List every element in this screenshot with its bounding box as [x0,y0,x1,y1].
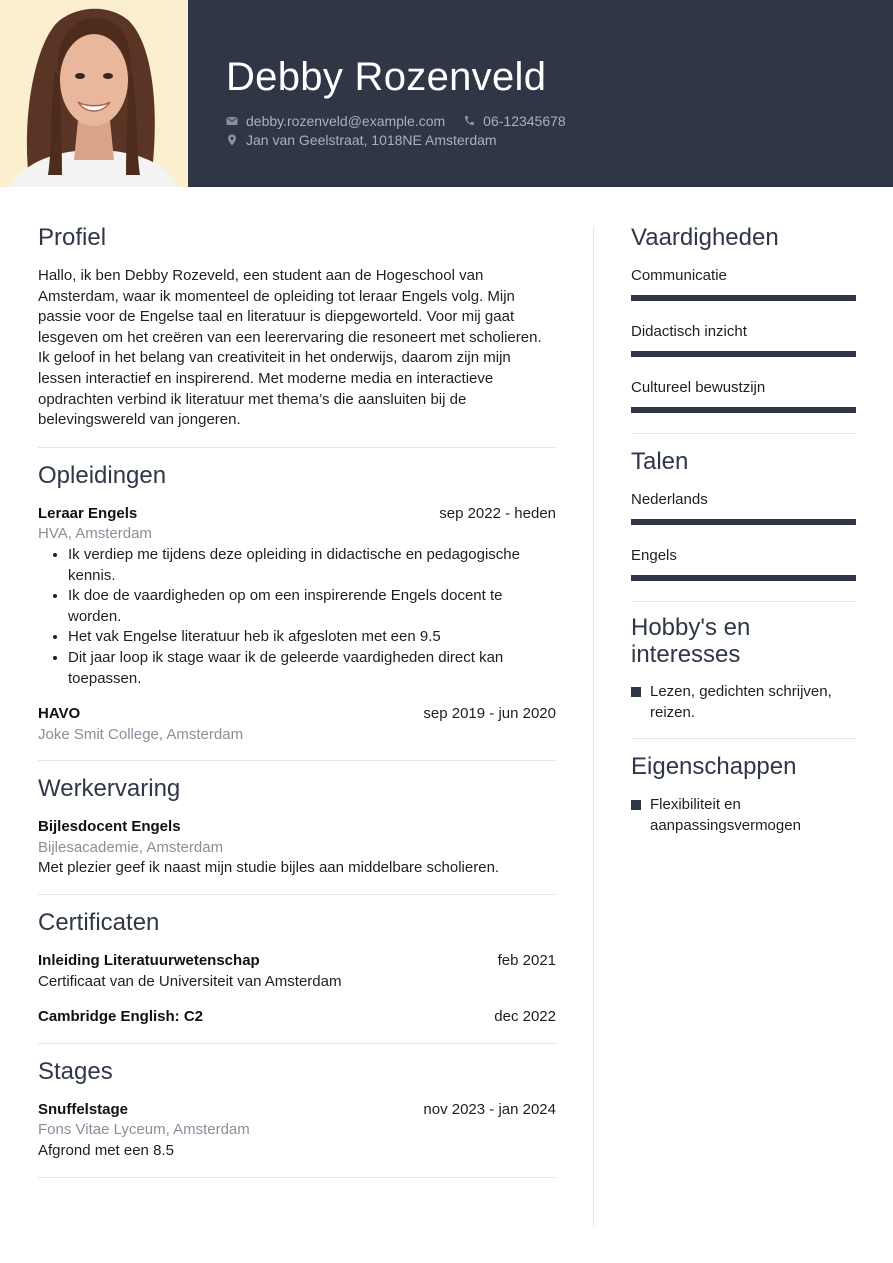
profile-photo [0,0,188,187]
entry-date: feb 2021 [497,952,556,970]
language-item [631,546,856,581]
email-link[interactable]: debby.rozenveld@example.com [246,113,446,129]
certificate-entry [38,1007,556,1028]
section-title: Talen [631,448,689,475]
entry-institution: HVA, Amsterdam [38,525,152,543]
entry-title: Snuffelstage [38,1100,129,1118]
column-divider [593,226,594,1226]
skill-item [631,266,856,301]
resume-header [0,0,893,187]
skill-item [631,322,856,357]
address: Jan van Geelstraat, 1018NE Amsterdam [246,132,497,148]
entry-title: HAVO [38,705,81,723]
language-label: Engels [631,547,677,564]
entry-text: Afgrond met een 8.5 [38,1142,174,1160]
contact-row-2 [226,132,497,148]
square-bullet-icon [631,687,641,697]
skill-label: Cultureel bewustzijn [631,379,766,396]
language-level-bar [631,519,856,525]
education-entry [38,704,556,745]
section-title: Eigenschappen [631,753,797,781]
location-pin-icon [226,134,238,146]
list-item: • Dit jaar loop ik stage waar ik de geleerde vaardigheden direct kan toepassen. [68,648,556,689]
skill-label: Communicatie [631,267,727,284]
skill-level-bar [631,351,856,357]
phone-number[interactable]: 06-12345678 [483,113,566,129]
skills-section [631,222,856,434]
hobbies-section [631,602,856,739]
hobby-text: Lezen, gedichten schrijven, reizen. [650,683,832,721]
side-column [631,222,856,836]
mail-icon [226,115,238,127]
skill-item [631,378,856,413]
entry-text: Certificaat van de Universiteit van Amsterdam [38,972,342,990]
entry-date: nov 2023 - jan 2024 [423,1100,556,1118]
list-item: • Ik doe de vaardigheden op om een inspirerende Engels docent te worden. [68,586,556,627]
section-title: Opleidingen [38,461,167,489]
entry-date: sep 2022 - heden [439,504,556,522]
internship-entry [38,1100,556,1162]
candidate-name: Debby Rozenveld [226,55,547,99]
profile-text: Hallo, ik ben Debby Rozeveld, een student aan de Hogeschool van Amsterdam, waar ik momenteel de opleiding tot leraar Engels volg. Mijn passie voor de Engelse taal en literatuur is diepgeworteld. Voor mij gaat lesgeven om het creëren van een leerervaring die resoneert met scholieren. Ik geloof in het belang van creativiteit in het onderwijs, daarom zijn mijn lessen interactief en inspirerend. Met moderne media en interactieve opdrachten verbind ik literatuur met thema’s die aansluiten bij de belevingswereld van jongeren. [38,267,542,429]
section-title: Werkervaring [38,775,181,803]
entry-institution: Bijlesacademie, Amsterdam [38,838,224,856]
phone-icon [463,115,475,127]
internships-section [38,1044,556,1178]
square-bullet-icon [631,800,641,810]
skill-label: Didactisch inzicht [631,323,747,340]
work-entry [38,817,556,879]
section-title: Profiel [38,224,107,251]
section-title: Certificaten [38,909,160,937]
language-item [631,490,856,525]
entry-title: Cambridge English: C2 [38,1008,204,1026]
education-entry [38,504,556,689]
entry-title: Leraar Engels [38,504,138,522]
entry-date: dec 2022 [494,1008,556,1026]
entry-text: Met plezier geef ik naast mijn studie bijles aan middelbare scholieren. [38,859,500,877]
entry-title: Inleiding Literatuurwetenschap [38,952,260,970]
contact-row-1 [226,113,566,129]
list-item: • Het vak Engelse literatuur heb ik afgesloten met een 9.5 [68,627,556,648]
certificates-section [38,895,556,1044]
entry-institution: Joke Smit College, Amsterdam [38,725,244,743]
list-item [631,682,856,723]
trait-text: Flexibiliteit en aanpassingsvermogen [650,796,801,834]
list-item: • Ik verdiep me tijdens deze opleiding in didactische en pedagogische kennis. [68,545,556,586]
list-item [631,795,856,836]
entry-title: Bijlesdocent Engels [38,818,181,836]
language-label: Nederlands [631,491,708,508]
section-title: Vaardigheden [631,224,779,251]
section-title: Stages [38,1057,113,1085]
section-title: Hobby's en interesses [631,614,751,668]
skill-level-bar [631,407,856,413]
skill-level-bar [631,295,856,301]
bullet-list [38,545,556,689]
main-column [38,222,556,1178]
language-level-bar [631,575,856,581]
work-section [38,761,556,895]
education-section [38,448,556,762]
languages-section [631,434,856,602]
traits-section [631,739,856,836]
entry-institution: Fons Vitae Lyceum, Amsterdam [38,1121,250,1139]
entry-date: sep 2019 - jun 2020 [423,705,556,723]
profile-section [38,222,556,448]
certificate-entry [38,951,556,992]
